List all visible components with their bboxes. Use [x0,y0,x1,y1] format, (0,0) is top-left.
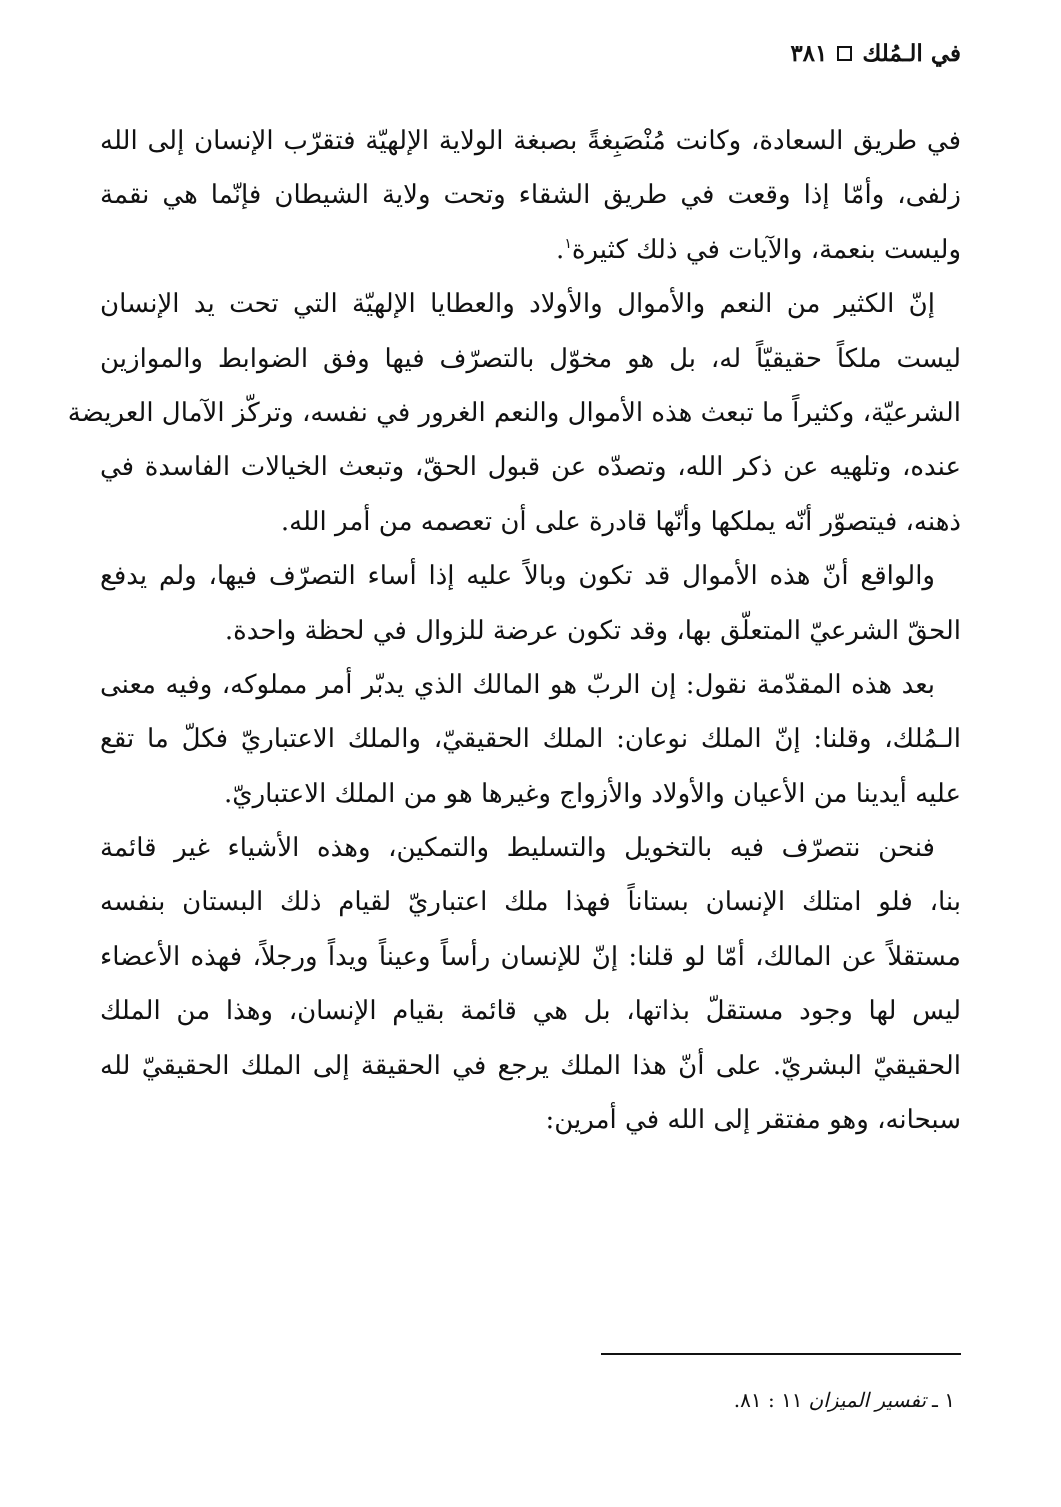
body-text [67,114,961,1147]
text-line: الـمُلك، وقلنا: إنّ الملك نوعان: الملك الحقيقيّ، والملك الاعتباريّ فكلّ ما تقع [100,724,961,755]
footnote-divider [601,1353,961,1355]
text-line: سبحانه، وهو مفتقر إلى الله في أمرين: [545,1105,961,1136]
footnote-reference: ١١ : ٨١. [733,1388,803,1412]
paragraph [67,277,961,549]
footnote-number: ١ ـ [932,1388,955,1412]
page-number: ٣٨١ [790,40,828,67]
square-icon [837,46,852,61]
text-line: عنده، وتلهيه عن ذكر الله، وتصدّه عن قبول الحقّ، وتبعث الخيالات الفاسدة في [100,452,961,483]
footnote [734,1388,955,1412]
header-title: في الـمُلك [862,40,961,67]
text-line: بعد هذه المقدّمة نقول: إن الربّ هو المالك الذي يدبّر أمر مملوكه، وفيه معنى [100,669,935,700]
paragraph [100,658,961,821]
footnote-source: تفسير الميزان [808,1388,927,1412]
paragraph [100,114,961,277]
text-line: الشرعيّة، وكثيراً ما تبعث هذه الأموال والنعم الغرور في نفسه، وتركّز الآمال العريضة [67,397,961,428]
text-line: زلفى، وأمّا إذا وقعت في طريق الشقاء وتحت ولاية الشيطان فإنّما هي نقمة [100,180,961,211]
footnote-marker: ١ [564,235,572,252]
line-text: وليست بنعمة، والآيات في ذلك كثيرة [571,234,961,265]
text-line: بنا، فلو امتلك الإنسان بستاناً فهذا ملك اعتباريّ لقيام ذلك البستان بنفسه [100,887,961,918]
text-line: الحقيقيّ البشريّ. على أنّ هذا الملك يرجع في الحقيقة إلى الملك الحقيقيّ لله [100,1050,961,1081]
text-line: ليست ملكاً حقيقيّاً له، بل هو مخوّل بالتصرّف فيها وفق الضوابط والموازين [100,343,961,374]
paragraph [100,821,961,1147]
text-line: وليست بنعمة، والآيات في ذلك كثيرة$^١$. [556,234,961,265]
text-line: الحقّ الشرعيّ المتعلّق بها، وقد تكون عرضة للزوال في لحظة واحدة. [224,615,961,646]
text-line: إنّ الكثير من النعم والأموال والأولاد والعطايا الإلهيّة التي تحت يد الإنسان [100,289,935,320]
text-line: فنحن نتصرّف فيه بالتخويل والتسليط والتمكين، وهذه الأشياء غير قائمة [100,833,935,864]
text-line: مستقلاً عن المالك، أمّا لو قلنا: إنّ للإنسان رأساً وعيناً ويداً ورجلاً، فهذه الأعضاء [100,941,961,972]
text-line: ذهنه، فيتصوّر أنّه يملكها وأنّها قادرة على أن تعصمه من أمر الله. [280,506,961,537]
text-line: ليس لها وجود مستقلّ بذاتها، بل هي قائمة بقيام الإنسان، وهذا من الملك [100,996,961,1027]
text-line: في طريق السعادة، وكانت مُنْصَبِغةً بصبغة الولاية الإلهيّة فتقرّب الإنسان إلى الله [100,126,961,156]
running-header [790,40,961,67]
text-line: والواقع أنّ هذه الأموال قد تكون وبالاً عليه إذا أساء التصرّف فيها، ولم يدفع [100,561,935,592]
text-line: عليه أيدينا من الأعيان والأولاد والأزواج وغيرها هو من الملك الاعتباريّ. [224,778,961,809]
paragraph [100,549,961,658]
